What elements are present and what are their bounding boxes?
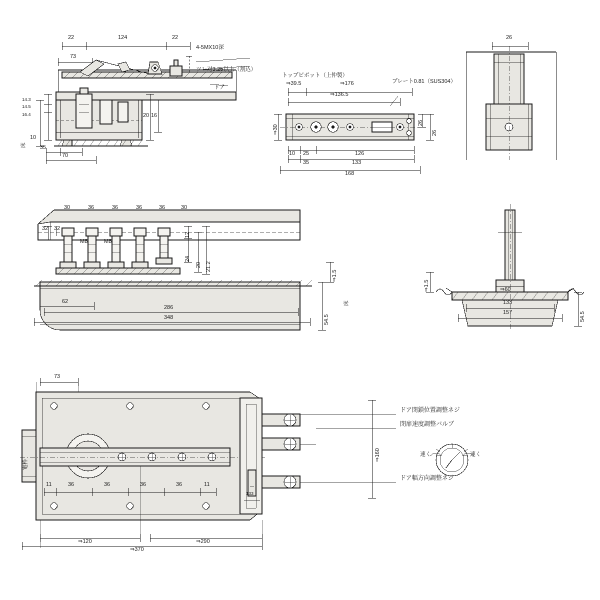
- dim-d370: ⇒370: [130, 547, 144, 553]
- dim-35-b: 35: [303, 160, 310, 166]
- dim-d136-5: ⇒136.5: [330, 92, 349, 98]
- dim-36-a: 36: [88, 205, 95, 211]
- note-4-5mx10: 4-5MX10深: [196, 45, 224, 51]
- dim-73-b: 73: [54, 374, 61, 380]
- label-floor-left: 床: [21, 142, 27, 148]
- dim-133-c: 133: [246, 491, 254, 496]
- dim-24: 24: [185, 255, 191, 262]
- callout-closing-speed-valve: 閉扉速度調整バルブ: [400, 422, 455, 428]
- dim-d30: ⇒30: [273, 124, 279, 135]
- dim-16: 16: [151, 113, 158, 119]
- label-m8-a: M8: [80, 239, 88, 245]
- dim-26-b: 26: [432, 129, 438, 136]
- note-top-pivot: トップピボット（上仲製）: [282, 73, 348, 79]
- dim-d290: ⇒290: [196, 539, 210, 545]
- dim-35: 35: [40, 145, 47, 151]
- dim-22-left: 22: [68, 35, 75, 41]
- dim-d160: ⇒160: [375, 448, 381, 462]
- dim-d39-5: ⇒39.5: [286, 81, 302, 87]
- dim-133-b: 133: [503, 300, 513, 306]
- dim-348: 348: [164, 315, 174, 321]
- dim-54-5-a: 54.5: [324, 314, 330, 325]
- dim-d176: ⇒176: [340, 81, 354, 87]
- dim-14-5: 14.5: [22, 104, 31, 109]
- dim-d60: ⇒60: [500, 287, 511, 293]
- note-door: ドア: [214, 85, 225, 91]
- dim-30-b: 30: [181, 205, 188, 211]
- dim-21-2: 21.2: [206, 261, 212, 272]
- dim-126: 126: [355, 151, 365, 157]
- label-speed-right: 速く: [470, 452, 482, 458]
- dim-124: 124: [118, 35, 128, 41]
- label-speed-left: 速く: [420, 452, 432, 458]
- dim-11-a: 11: [46, 482, 52, 488]
- callout-close-position-screw: ドア閉鎖位置調整ネジ: [400, 408, 460, 414]
- dim-168: 168: [345, 171, 355, 177]
- dim-30-a: 30: [64, 205, 71, 211]
- dim-62: 62: [62, 299, 69, 305]
- label-floor-mid: 床: [344, 300, 350, 306]
- dim-16-4: 16.4: [22, 112, 31, 117]
- dim-10-b: 10: [289, 151, 296, 157]
- dim-70: 70: [62, 153, 69, 159]
- dim-20-b: 20: [196, 261, 202, 268]
- dim-73: 73: [70, 54, 77, 60]
- dim-133: 133: [352, 160, 362, 166]
- dim-25: 25: [303, 151, 310, 157]
- label-denwa-waku: 電枠: [23, 458, 29, 470]
- dim-d1-5-a: ⇒1.5: [332, 269, 338, 282]
- dim-12: 12: [185, 231, 191, 238]
- note-tsure: ツレ对3.25以上（割込）: [196, 67, 257, 73]
- label-m8-b: M8: [104, 239, 112, 245]
- callout-door-width-screw: ドア幅方向調整ネジ: [400, 476, 454, 482]
- dim-157: 157: [503, 310, 513, 316]
- dim-20: 20: [143, 113, 150, 119]
- dim-36-d: 36: [159, 205, 166, 211]
- dim-36-h: 36: [176, 482, 183, 488]
- dim-14-3: 14.3: [22, 97, 31, 102]
- dim-36-g: 36: [140, 482, 147, 488]
- dim-d1-5-b: ⇒1.5: [424, 279, 430, 292]
- dim-32-a: 32: [42, 226, 49, 232]
- dim-286: 286: [164, 305, 174, 311]
- dim-36-e: 36: [68, 482, 75, 488]
- dim-36-f: 36: [104, 482, 111, 488]
- dim-d120: ⇒120: [78, 539, 92, 545]
- dim-26-pivot: 26: [506, 35, 513, 41]
- dim-54-5-b: 54.5: [580, 311, 586, 322]
- dim-26-a: 26: [418, 119, 424, 126]
- note-plate-sus: プレート0.81（SUS304）: [392, 79, 456, 85]
- dim-22-right: 22: [172, 35, 179, 41]
- dim-36-c: 36: [136, 205, 143, 211]
- dim-11-b: 11: [204, 482, 210, 488]
- dim-32-b: 32: [54, 226, 61, 232]
- dim-36-b: 36: [112, 205, 119, 211]
- dim-10: 10: [30, 135, 37, 141]
